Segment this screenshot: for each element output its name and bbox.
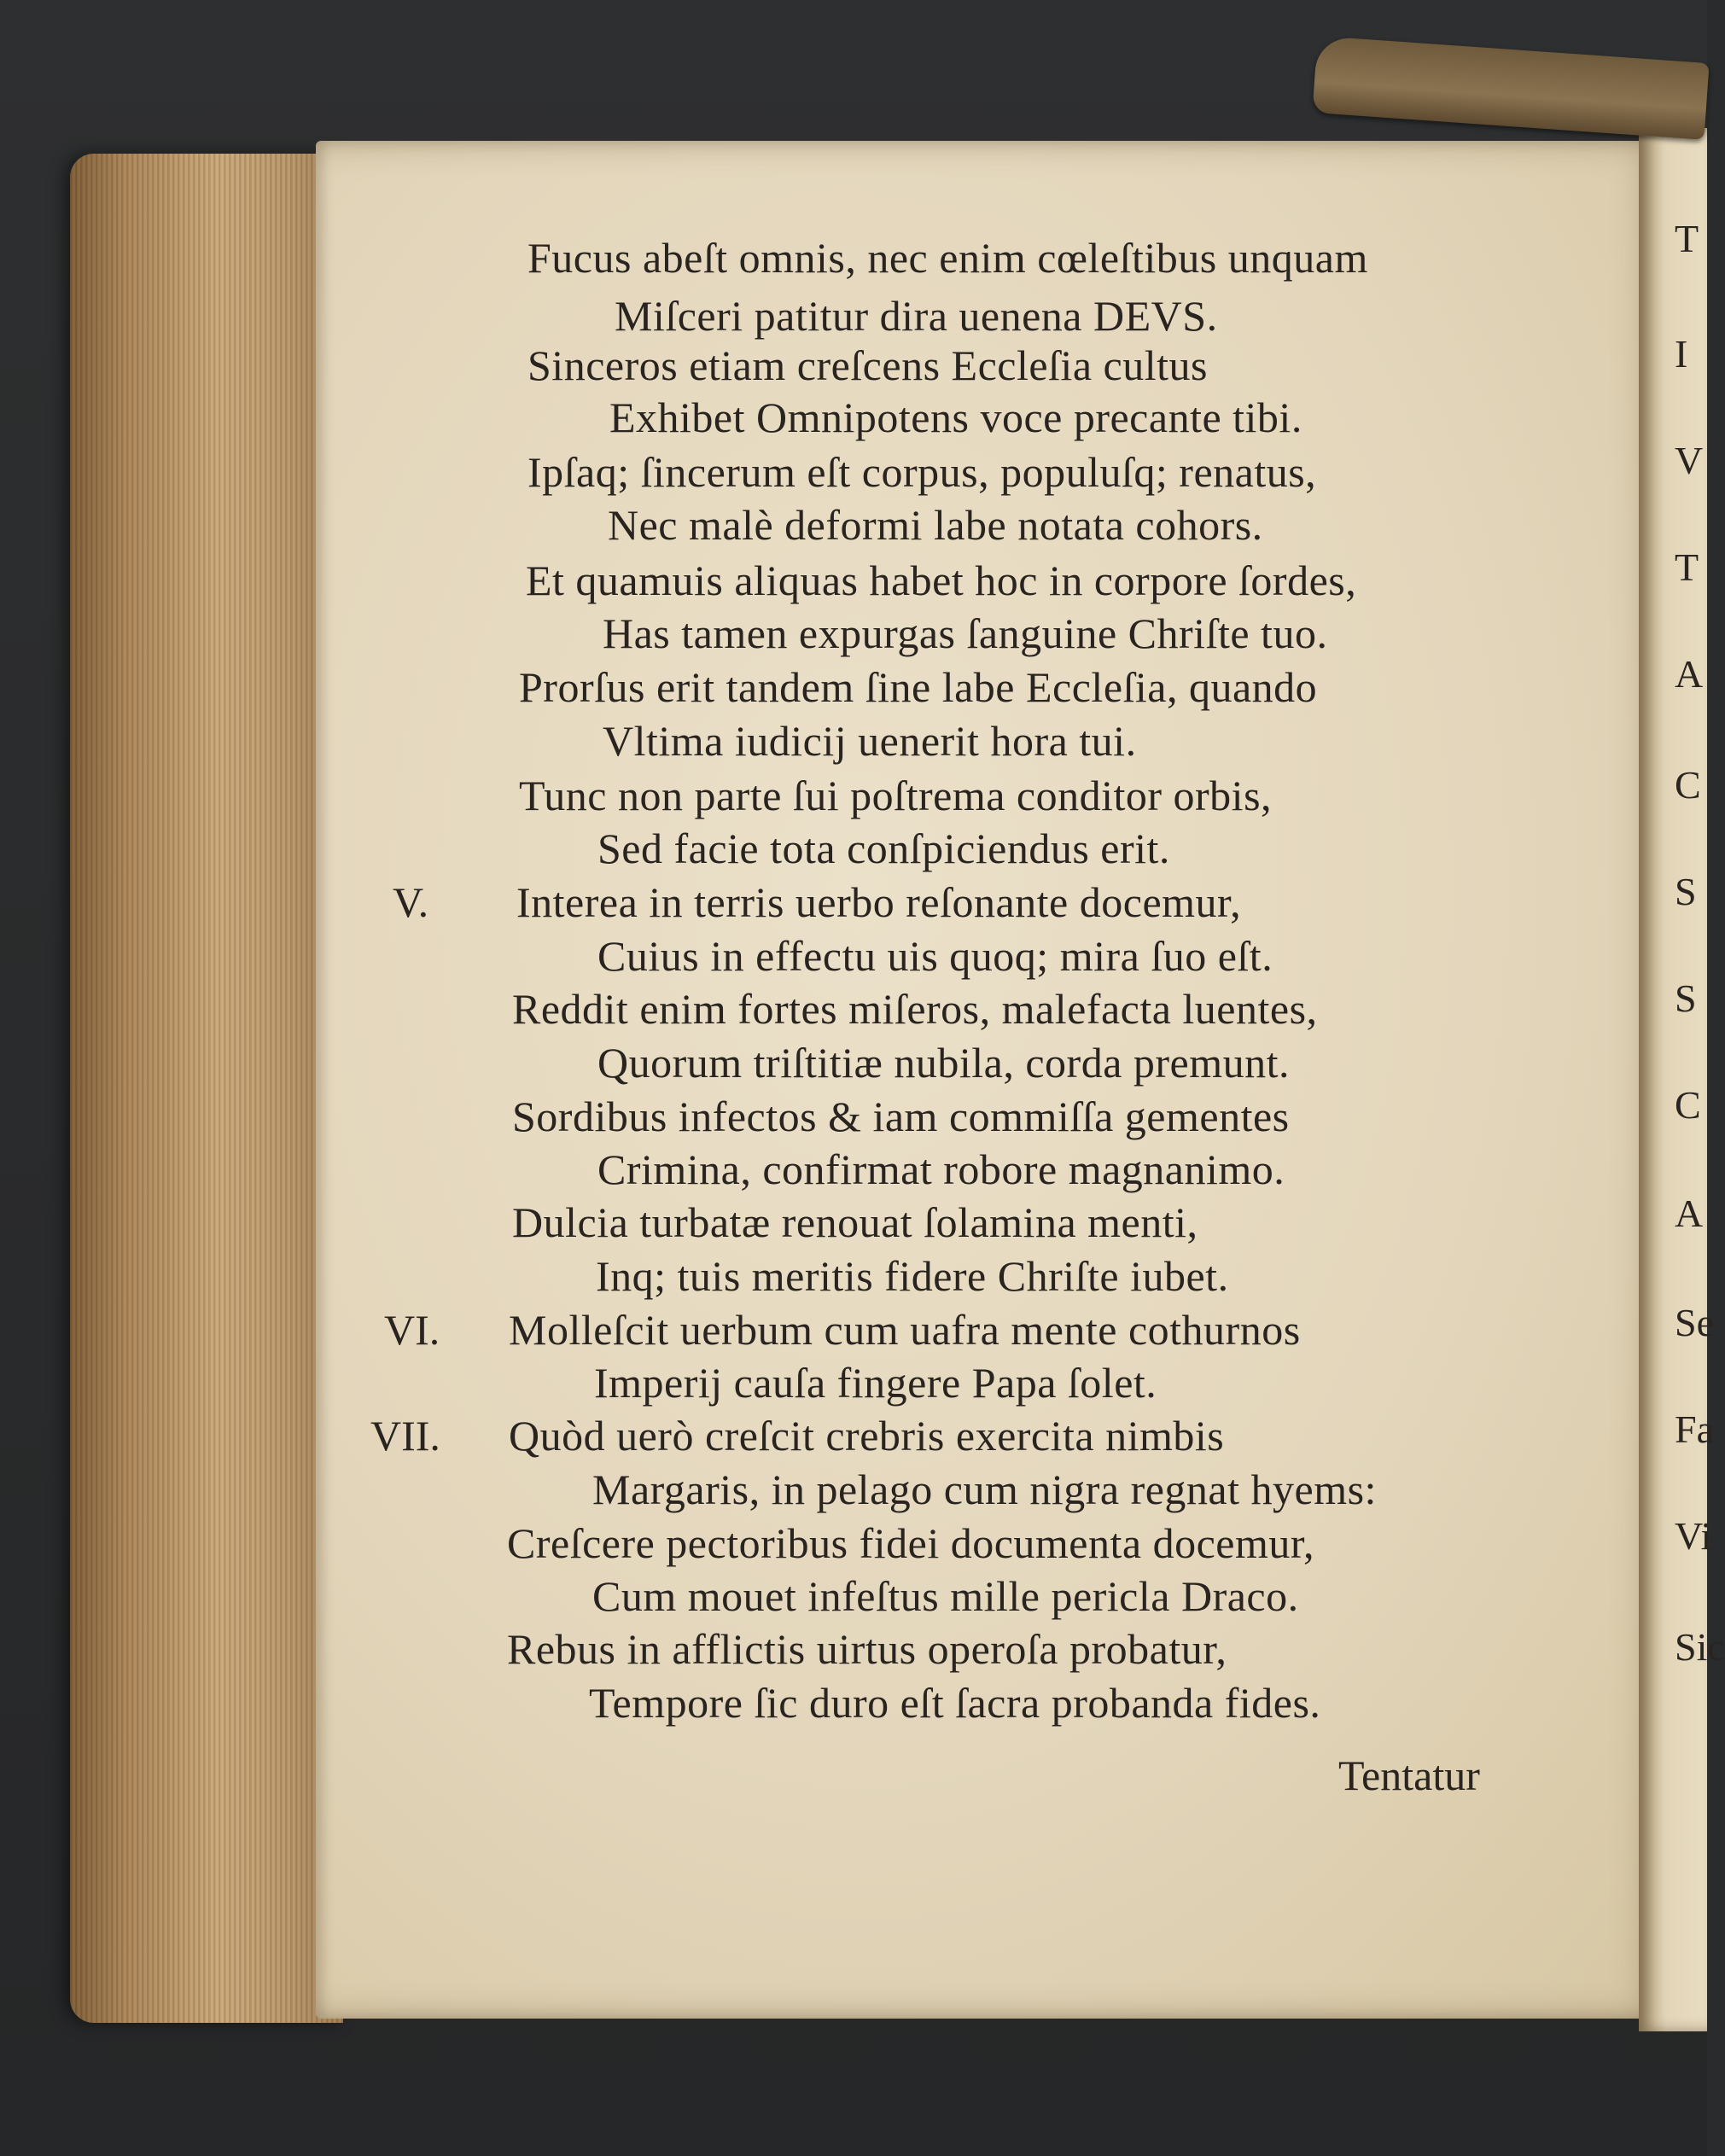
- facing-page-letter: I: [1675, 332, 1688, 376]
- poem-line: Sinceros etiam creſcens Eccleſia cultus: [527, 341, 1208, 389]
- facing-page-letter: T: [1675, 545, 1699, 589]
- poem-line: Fucus abeſt omnis, nec enim cœleſtibus unquam: [527, 234, 1368, 282]
- poem-line: Reddit enim fortes miſeros, malefacta luentes,: [512, 985, 1318, 1033]
- poem-line: Cum mouet infeſtus mille pericla Draco.: [592, 1572, 1299, 1620]
- verse-number: VI.: [384, 1306, 440, 1354]
- facing-page-letter: Vi: [1675, 1514, 1712, 1558]
- poem-line: Dulcia turbatæ renouat ſolamina menti,: [512, 1198, 1198, 1246]
- poem-line: Quorum triſtitiæ nubila, corda premunt.: [597, 1039, 1291, 1087]
- poem-line: Ipſaq; ſincerum eſt corpus, populuſq; renatus,: [527, 448, 1317, 496]
- catchword: Tentatur: [1338, 1751, 1480, 1799]
- facing-page-letter: C: [1675, 1083, 1701, 1127]
- poem-line: Nec malè deformi labe notata cohors.: [608, 501, 1263, 549]
- poem-line: Sed facie tota conſpiciendus erit.: [597, 825, 1170, 872]
- facing-page-letter: Se: [1675, 1301, 1714, 1344]
- poem-line: Tempore ſic duro eſt ſacra probanda fides.: [589, 1679, 1321, 1727]
- poem-line: Inq; tuis meritis fidere Chriſte iubet.: [596, 1252, 1229, 1300]
- facing-page-letter: V: [1675, 439, 1704, 482]
- poem-line: Molleſcit uerbum cum uafra mente cothurnos: [509, 1306, 1301, 1354]
- facing-page-letter: A: [1675, 652, 1704, 696]
- poem-line: Vltima iudicij uenerit hora tui.: [603, 717, 1137, 765]
- poem-line: Rebus in afflictis uirtus operoſa probatur,: [507, 1625, 1227, 1673]
- poem-line: Crimina, confirmat robore magnanimo.: [597, 1145, 1285, 1193]
- verse-number: V.: [393, 878, 429, 926]
- facing-page-letter: Sic: [1675, 1625, 1725, 1669]
- poem-line: Margaris, in pelago cum nigra regnat hyems:: [592, 1465, 1377, 1513]
- facing-page-letter: T: [1675, 217, 1699, 260]
- poem-line: Exhibet Omnipotens voce precante tibi.: [609, 393, 1302, 441]
- poem-line: Has tamen expurgas ſanguine Chriſte tuo.: [603, 609, 1328, 657]
- poem-line: Imperij cauſa fingere Papa ſolet.: [594, 1359, 1157, 1407]
- poem-line: Creſcere pectoribus fidei documenta docemur,: [507, 1519, 1314, 1567]
- poem-line: Cuius in effectu uis quoq; mira ſuo eſt.: [597, 932, 1273, 980]
- facing-page-letter: C: [1675, 763, 1701, 807]
- poem-line: Quòd uerò creſcit crebris exercita nimbis: [509, 1412, 1225, 1460]
- poem-line: Prorſus erit tandem ſine labe Eccleſia, quando: [519, 663, 1318, 711]
- facing-page-letter: S: [1675, 976, 1697, 1020]
- poem-line: Interea in terris uerbo reſonante docemur,: [516, 878, 1242, 926]
- facing-page-letter: Fa: [1675, 1407, 1714, 1451]
- poem-line: Miſceri patitur dira uenena DEVS.: [615, 292, 1218, 340]
- poem-line: Et quamuis aliquas habet hoc in corpore ſordes,: [526, 556, 1357, 604]
- verse-number: VII.: [370, 1412, 440, 1460]
- facing-page-letter: S: [1675, 870, 1697, 913]
- poem-line: Sordibus infectos & iam commiſſa gementes: [512, 1093, 1290, 1140]
- poem-line: Tunc non parte ſui poſtrema conditor orbis,: [519, 772, 1273, 819]
- facing-page-letter: A: [1675, 1192, 1704, 1235]
